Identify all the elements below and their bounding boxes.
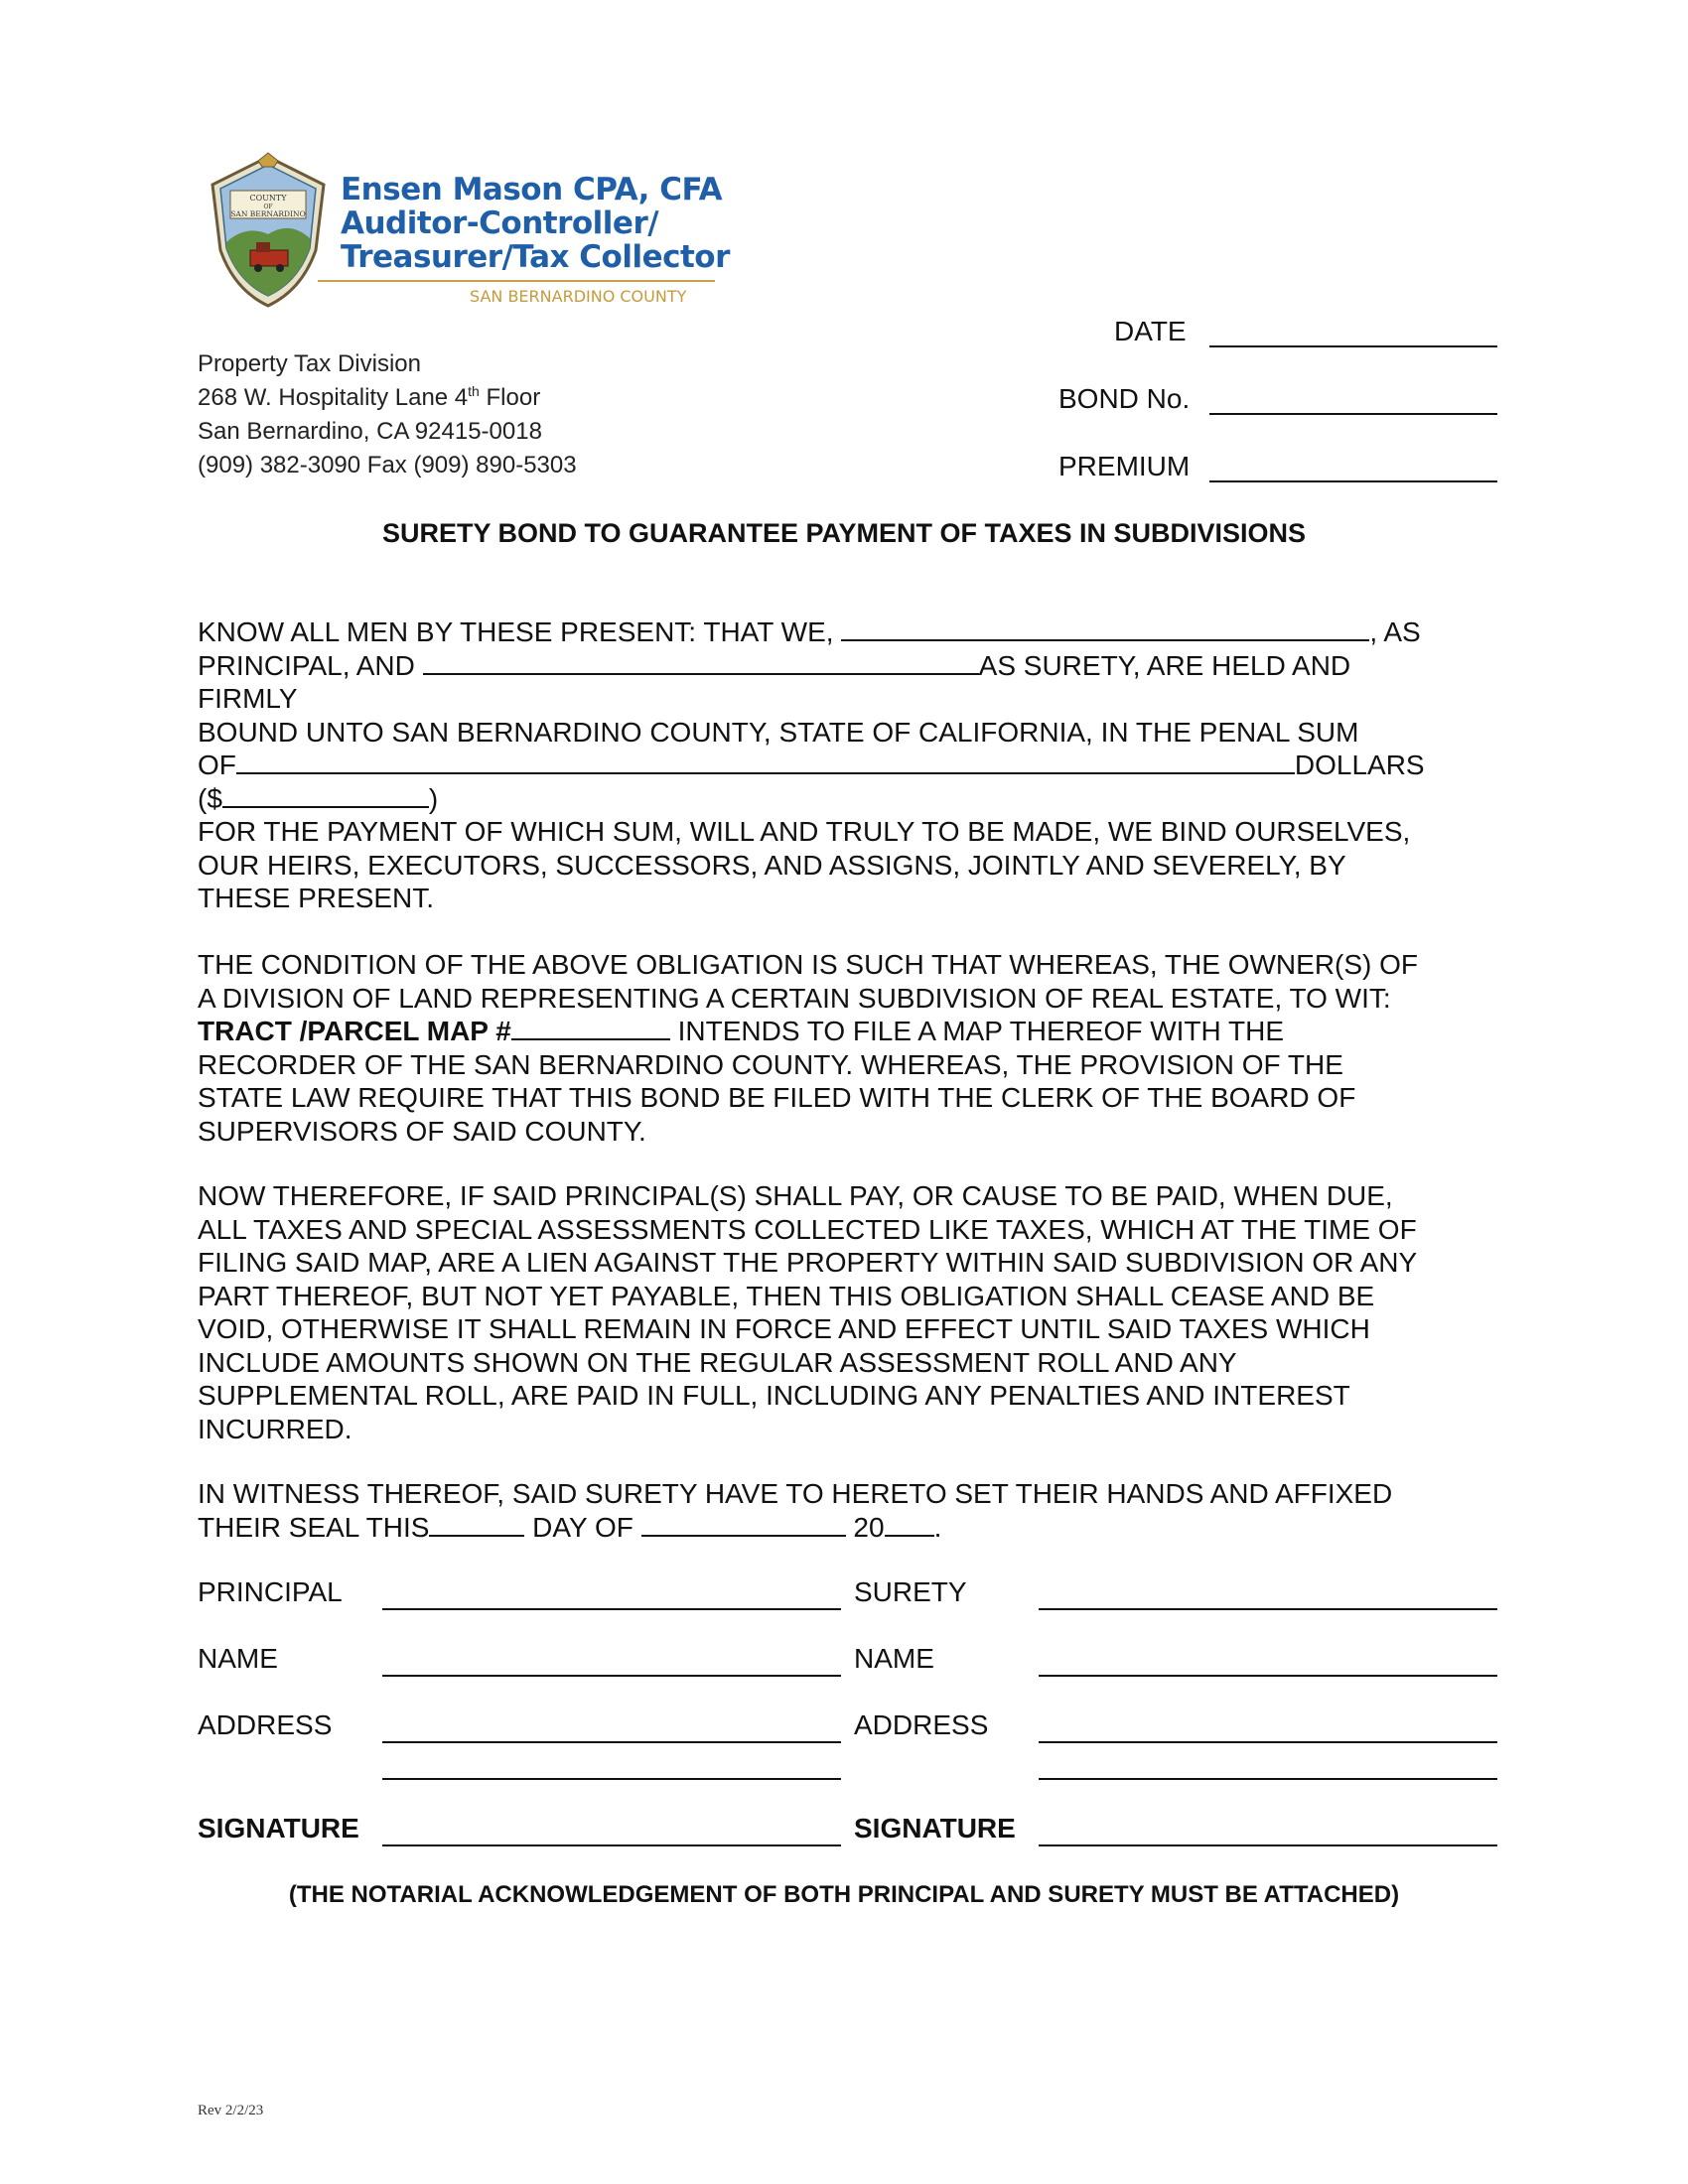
surety-signature-line[interactable]	[1039, 1844, 1497, 1846]
tract-map-label: TRACT /PARCEL MAP #	[198, 1016, 511, 1046]
para1-text: DOLLARS	[1294, 750, 1425, 780]
seal-text-bottom: SAN BERNARDINO	[230, 209, 306, 218]
principal-name-field[interactable]	[841, 615, 1369, 641]
surety-name-label: NAME	[854, 1643, 934, 1674]
para1-text: OF	[198, 750, 236, 780]
premium-field[interactable]	[1209, 480, 1497, 482]
letterhead-logo	[207, 151, 730, 314]
bond-number-field[interactable]	[1209, 413, 1497, 415]
para1-text: FIRMLY	[198, 683, 298, 714]
witness-paragraph	[198, 1477, 1498, 1544]
para3-text: SUPPLEMENTAL ROLL, ARE PAID IN FULL, INCLUDING ANY PENALTIES AND INTEREST	[198, 1380, 1350, 1411]
para1-text: PRINCIPAL, AND	[198, 649, 415, 681]
county-seal-icon	[207, 151, 331, 310]
street-address	[198, 381, 577, 415]
letterhead-rule	[318, 280, 715, 282]
city-line: San Bernardino, CA 92415-0018	[198, 418, 542, 445]
notarial-notice: (THE NOTARIAL ACKNOWLEDGEMENT OF BOTH PRINCIPAL AND SURETY MUST BE ATTACHED)	[288, 1881, 1400, 1908]
para3-text: FILING SAID MAP, ARE A LIEN AGAINST THE PROPERTY WITHIN SAID SUBDIVISION OR ANY	[198, 1247, 1418, 1278]
street-text: 268 W. Hospitality Lane 4	[198, 384, 469, 411]
principal-name-label: NAME	[198, 1643, 278, 1674]
surety-name-field[interactable]	[423, 649, 979, 675]
seal-text-mid: OF	[263, 204, 273, 210]
para1-text: , AS	[1369, 616, 1421, 647]
surety-name-line[interactable]	[1039, 1675, 1497, 1677]
revision-date: Rev 2/2/23	[198, 2103, 264, 2118]
phone-line: (909) 382-3090 Fax (909) 890-5303	[198, 452, 577, 478]
surety-label: SURETY	[854, 1576, 967, 1607]
principal-field[interactable]	[382, 1608, 841, 1610]
condition-paragraph	[198, 948, 1498, 1148]
day-field[interactable]	[429, 1511, 524, 1537]
para2-text: STATE LAW REQUIRE THAT THIS BOND BE FILED WITH THE CLERK OF THE BOARD OF	[198, 1082, 1356, 1113]
para1-text: KNOW ALL MEN BY THESE PRESENT: THAT WE,	[198, 616, 834, 647]
surety-address-label: ADDRESS	[854, 1709, 989, 1740]
para4-text: IN WITNESS THEREOF, SAID SURETY HAVE TO HERETO SET THEIR HANDS AND AFFIXED	[198, 1478, 1393, 1509]
date-label: DATE	[1114, 316, 1187, 346]
para1-text: ($	[198, 782, 222, 814]
para3-text: ALL TAXES AND SPECIAL ASSESSMENTS COLLECTED LIKE TAXES, WHICH AT THE TIME OF	[198, 1213, 1417, 1245]
bond-number-label: BOND No.	[1058, 383, 1191, 414]
principal-signature-label: SIGNATURE	[198, 1813, 359, 1843]
principal-address-line-1[interactable]	[382, 1741, 841, 1743]
para3-text: NOW THEREFORE, IF SAID PRINCIPAL(S) SHALL PAY, OR CAUSE TO BE PAID, WHEN DUE,	[198, 1180, 1393, 1211]
tract-map-number-field[interactable]	[511, 1015, 670, 1040]
para3-text: PART THEREOF, BUT NOT YET PAYABLE, THEN THIS OBLIGATION SHALL CEASE AND BE	[198, 1280, 1375, 1311]
para4-text: 20	[845, 1511, 885, 1543]
penal-sum-amount-field[interactable]	[222, 782, 429, 808]
official-name: Ensen Mason CPA, CFA	[341, 172, 723, 207]
bond-paragraph	[198, 615, 1498, 915]
surety-address-line-1[interactable]	[1039, 1741, 1497, 1743]
para2-text: INTENDS TO FILE A MAP THEREOF WITH THE	[669, 1016, 1284, 1046]
para2-text: THE CONDITION OF THE ABOVE OBLIGATION IS SUCH THAT WHEREAS, THE OWNER(S) OF	[198, 949, 1419, 980]
para3-text: INCLUDE AMOUNTS SHOWN ON THE REGULAR ASSESSMENT ROLL AND ANY	[198, 1346, 1237, 1378]
division-name: Property Tax Division	[198, 350, 421, 377]
para1-text: FOR THE PAYMENT OF WHICH SUM, WILL AND TRULY TO BE MADE, WE BIND OURSELVES,	[198, 816, 1411, 847]
penal-sum-words-field[interactable]	[236, 749, 1295, 774]
principal-address-line-2[interactable]	[382, 1778, 841, 1780]
para4-text: .	[933, 1511, 942, 1543]
para3-text: VOID, OTHERWISE IT SHALL REMAIN IN FORCE AND EFFECT UNTIL SAID TAXES WHICH	[198, 1313, 1370, 1344]
para1-text: OUR HEIRS, EXECUTORS, SUCCESSORS, AND ASSIGNS, JOINTLY AND SEVERELY, BY	[198, 849, 1346, 881]
para1-text: )	[428, 782, 439, 814]
county-name: SAN BERNARDINO COUNTY	[470, 287, 687, 306]
street-sup: th	[468, 383, 480, 399]
official-title-1: Auditor-Controller/	[341, 205, 659, 241]
principal-signature-line[interactable]	[382, 1844, 841, 1846]
para2-text: A DIVISION OF LAND REPRESENTING A CERTAIN SUBDIVISION OF REAL ESTATE, TO WIT:	[198, 982, 1391, 1014]
surety-field[interactable]	[1039, 1608, 1497, 1610]
para2-text: SUPERVISORS OF SAID COUNTY.	[198, 1115, 646, 1147]
para4-text: THEIR SEAL THIS	[198, 1511, 430, 1543]
para1-text: BOUND UNTO SAN BERNARDINO COUNTY, STATE OF CALIFORNIA, IN THE PENAL SUM	[198, 716, 1359, 748]
official-title-2: Treasurer/Tax Collector	[341, 239, 730, 275]
month-field[interactable]	[641, 1511, 846, 1537]
para3-text: INCURRED.	[198, 1413, 352, 1444]
para1-text: THESE PRESENT.	[198, 883, 435, 913]
year-field[interactable]	[885, 1511, 934, 1537]
seal-text-top: COUNTY	[249, 194, 287, 203]
obligation-paragraph	[198, 1179, 1498, 1445]
surety-signature-label: SIGNATURE	[854, 1813, 1016, 1843]
premium-label: PREMIUM	[1058, 451, 1191, 481]
principal-label: PRINCIPAL	[198, 1576, 343, 1607]
principal-name-line[interactable]	[382, 1675, 841, 1677]
letterhead-title	[341, 173, 730, 274]
surety-address-line-2[interactable]	[1039, 1778, 1497, 1780]
para1-text: AS SURETY, ARE HELD AND	[978, 649, 1351, 681]
principal-address-label: ADDRESS	[198, 1709, 333, 1740]
document-title: SURETY BOND TO GUARANTEE PAYMENT OF TAXES IN SUBDIVISIONS	[381, 518, 1307, 548]
date-field[interactable]	[1209, 345, 1497, 347]
para2-text: RECORDER OF THE SAN BERNARDINO COUNTY. WHEREAS, THE PROVISION OF THE	[198, 1048, 1343, 1080]
para4-text: DAY OF	[524, 1511, 641, 1543]
street-suffix: Floor	[479, 384, 541, 411]
office-address	[198, 347, 577, 482]
